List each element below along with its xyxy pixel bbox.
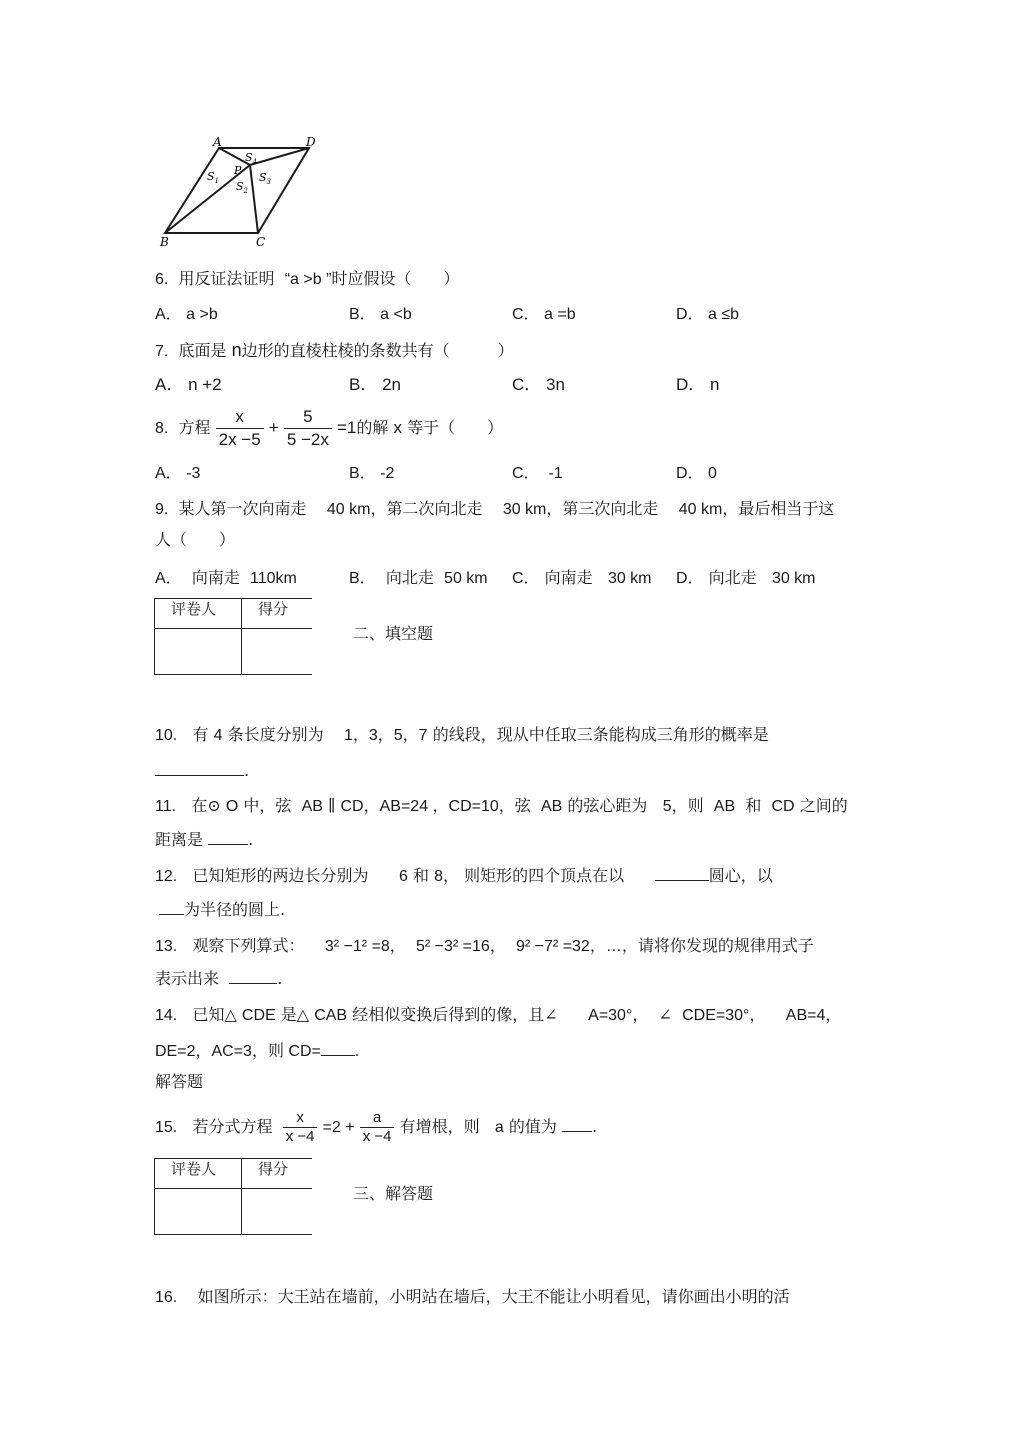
fraction-x-over-2x-5: $\frac{x}{2x -5}$ bbox=[216, 406, 264, 451]
question-9-option-b: B． 向北走 50 km bbox=[349, 568, 488, 587]
question-9-option-a: A． 向南走 110km bbox=[155, 568, 297, 587]
answer-blank[interactable] bbox=[655, 866, 709, 881]
question-6-option-d: D． a ≤b bbox=[676, 306, 740, 323]
question-16-stem: 16. 如图所示：大王站在墙前，小明站在墙后，大王不能让小明看见，请你画出小明的活 bbox=[155, 1287, 790, 1306]
question-7-option-d: D． n bbox=[676, 375, 720, 394]
parallelogram-figure bbox=[150, 130, 330, 255]
answer-blank[interactable] bbox=[229, 969, 277, 984]
label-P: P bbox=[234, 164, 242, 177]
question-7-option-c: C． 3n bbox=[512, 375, 565, 394]
score-label: 得分 bbox=[242, 599, 313, 629]
label-B: B bbox=[160, 235, 169, 249]
score-cell bbox=[242, 1189, 313, 1235]
label-S3: $S_3$ bbox=[259, 171, 272, 186]
label-D: D bbox=[306, 135, 316, 149]
fraction-a-over-x-4: $\frac{a}{x -4}$ bbox=[360, 1109, 395, 1146]
label-S1: $S_1$ bbox=[207, 170, 220, 185]
question-7-option-a: A． n +2 bbox=[155, 375, 222, 394]
label-S2: $S_2$ bbox=[236, 180, 249, 195]
question-12-line2: 为半径的圆上. bbox=[159, 900, 285, 920]
question-14-line2: DE=2，AC=3，则 CD= . bbox=[155, 1043, 360, 1060]
answer-blank[interactable] bbox=[155, 761, 244, 776]
label-C: C bbox=[256, 235, 266, 249]
question-9-option-d: D． 向北走 30 km bbox=[676, 568, 816, 587]
section-title-fill-in: 二、填空题 bbox=[353, 624, 434, 643]
question-9-stem: 9. 某人第一次向南走 40 km，第二次向北走 30 km，第三次向北走 40 km，最后相当于这 bbox=[155, 499, 835, 518]
grader-table-2 bbox=[154, 1158, 312, 1235]
question-13-stem: 13. 观察下列算式： 3² −1² =8， 5² −3² =16， 9² −7² =32，…，请将你发现的规律用式子 bbox=[155, 936, 814, 955]
fraction-5-over-5-2x: $\frac{5}{5 -2x}$ bbox=[284, 406, 332, 451]
grader-cell bbox=[155, 629, 242, 675]
question-10-answer-line: . bbox=[155, 761, 249, 781]
question-8-option-b: B． -2 bbox=[349, 465, 395, 482]
question-9-stem-line2: 人（ ） bbox=[155, 530, 236, 549]
segment-PC bbox=[250, 165, 258, 233]
fraction-x-over-x-4: $\frac{x}{x -4}$ bbox=[283, 1109, 318, 1146]
question-8-option-a: A． -3 bbox=[155, 465, 201, 482]
answer-blank[interactable] bbox=[562, 1117, 592, 1132]
question-8-option-d: D． 0 bbox=[676, 465, 717, 482]
question-6-option-c: C． a =b bbox=[512, 306, 576, 323]
question-9-option-c: C． 向南走 30 km bbox=[512, 568, 652, 587]
grader-table-1 bbox=[154, 598, 312, 675]
question-11-stem: 11. 在⊙ O 中，弦 AB ∥ CD，AB=24 ，CD=10，弦 AB 的弦心距为 5，则 AB 和 CD 之间的 bbox=[155, 796, 848, 815]
answer-blank[interactable] bbox=[208, 830, 248, 845]
question-6-option-b: B． a <b bbox=[349, 306, 412, 323]
grader-label: 评卷人 bbox=[155, 599, 242, 629]
answer-blank[interactable] bbox=[321, 1041, 355, 1056]
question-15-stem: 15. 若分式方程 $\frac{x}{x -4}$ =2 + $\frac{a}{x -4}$ 有增根，则 a 的值为 . bbox=[155, 1109, 598, 1145]
question-6-option-a: A． a >b bbox=[155, 306, 218, 323]
question-6-stem: 6. 用反证法证明 “a >b ”时应假设（ ） bbox=[155, 269, 460, 288]
label-S4: $S_4$ bbox=[245, 151, 258, 166]
question-12-stem: 12. 已知矩形的两边长分别为 6 和 8， 则矩形的四个顶点在以 圆心，以 bbox=[155, 866, 773, 885]
question-7-option-b: B． 2n bbox=[349, 375, 401, 394]
answer-blank[interactable] bbox=[159, 900, 184, 915]
section-title-answers: 三、解答题 bbox=[353, 1184, 434, 1203]
question-8-option-c: C． -1 bbox=[512, 465, 563, 482]
question-10-stem: 10. 有 4 条长度分别为 1，3，5，7 的线段，现从中任取三条能构成三角形的概率是 bbox=[155, 725, 769, 744]
score-label: 得分 bbox=[242, 1159, 313, 1189]
grader-cell bbox=[155, 1189, 242, 1235]
score-cell bbox=[242, 629, 313, 675]
question-14-stem: 14. 已知△ CDE 是△ CAB 经相似变换后得到的像，且∠ A=30°， ∠ CDE=30°， AB=4， bbox=[155, 1005, 842, 1024]
question-13-line2: 表示出来 . bbox=[155, 969, 283, 988]
question-7-stem: 7. 底面是 n边形的直棱柱棱的条数共有（ ） bbox=[155, 340, 514, 360]
question-8-stem: 8. 方程 $\frac{x}{2x -5}$ + $\frac{5}{5 -2x}$ =1的解 x 等于（ ） bbox=[155, 407, 504, 449]
answer-section-heading: 解答题 bbox=[155, 1072, 204, 1091]
grader-label: 评卷人 bbox=[155, 1159, 242, 1189]
question-11-line2: 距离是 . bbox=[155, 830, 254, 849]
label-A: A bbox=[213, 135, 222, 149]
